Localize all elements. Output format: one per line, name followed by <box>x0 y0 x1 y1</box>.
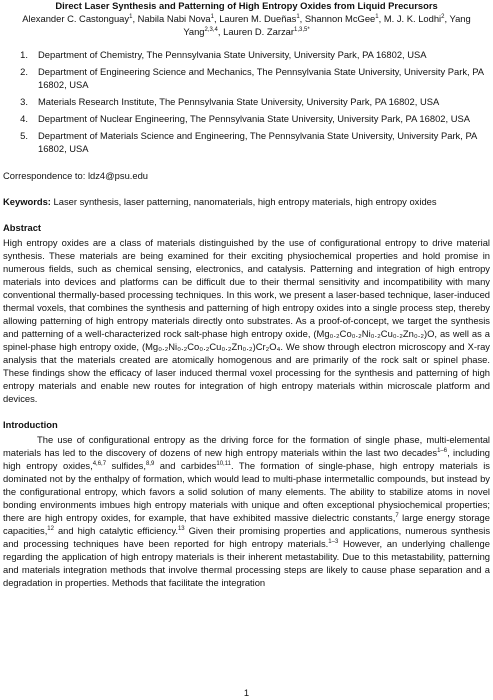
affiliation-number: 5. <box>20 130 28 141</box>
citation: 1–6 <box>437 447 448 454</box>
author-affiliation: 1 <box>375 13 379 20</box>
author-affiliation: 1 <box>210 13 214 20</box>
abstract-heading: Abstract <box>3 222 42 233</box>
author-affiliation: 1 <box>129 13 133 20</box>
citation: 4,6,7 <box>92 460 107 467</box>
page-number: 1 <box>243 687 250 698</box>
introduction-heading: Introduction <box>3 419 58 430</box>
intro-text: However, an underlying challenge regarding the application of high entropy materials is their inherent metastability. Due to this metastability, patterning and materials integration methods that involve thermal processing steps are likely to cause phase separation and a degradation in properties. Methods that facilitate the integration <box>3 538 490 588</box>
author-affiliation: 1 <box>296 13 300 20</box>
author-affiliation: 2,3,4 <box>204 26 218 33</box>
citation: 10,11 <box>216 460 231 467</box>
author-affiliation: 2 <box>441 13 445 20</box>
affiliation-number: 4. <box>20 113 28 124</box>
affiliation-text: Department of Chemistry, The Pennsylvania State University, University Park, PA 16802, USA <box>38 49 427 60</box>
intro-text: . The formation of single-phase, high entropy materials is dominated not by the enthalpy of formation, which would lead to multi-phase intermetallic compounds, but instead by the configurational entropy, which favors a solid solution of many elements. The ability to stabilize atoms in novel bonding environments imbues high entropy materials with unique and often exceptional physiochemical properties; there are high entropy oxides, for example, that have exhibited massive dielectric constants, <box>3 460 490 523</box>
keywords-label: Keywords: <box>3 196 51 207</box>
intro-text: The use of configurational entropy as the driving force for the formation of single phase, multi-elemental materials has led to the discovery of dozens of new high entropy materials within the last two decades <box>3 434 490 458</box>
citation: 1–3 <box>328 538 339 545</box>
intro-text: sulfides, <box>106 460 146 471</box>
intro-text: Given their promising properties and applications, numerous synthesis and processing techniques have been reported for high entropy materials. <box>3 525 491 549</box>
author: Yang Yang <box>183 13 471 37</box>
paper-title: Direct Laser Synthesis and Patterning of High Entropy Oxides from Liquid Precursors <box>55 0 438 11</box>
affiliation-item <box>3 112 490 125</box>
author: Lauren D. Zarzar <box>223 26 294 37</box>
affiliation-text: Materials Research Institute, The Pennsylvania State University, University Park, PA 16802, USA <box>38 96 440 107</box>
author: M. J. K. Lodhi <box>383 13 442 24</box>
affiliation-text: Department of Engineering Science and Mechanics, The Pennsylvania State University, University Park, PA 16802, USA <box>38 66 484 90</box>
abstract-part: High entropy oxides are a class of materials distinguished by the use of configurational entropy to drive material synthesis. These materials are being examined for their exciting physiochemical properties and hold promise in numerous fields, such as chemical sensing, electronics, and catalysis. Patterning and integration of high entropy materials into devices and platforms can be difficult due to their thermal sensitivity and incompatibility with many conventional thermally-based processing techniques. In this work, we present a laser-based technique, laser-induced thermal voxels, that combines the synthesis and patterning of high entropy oxides into a single process step, thereby allowing patterning of high entropy materials directly onto substrates. As a proof-of-concept, we target the synthesis and patterning of a well-characterized rock salt-phase high entropy oxide, <box>3 237 490 339</box>
abstract-part: . We show through electron microscopy and X-ray analysis that the materials created are atomically homogenous and are primarily of the rock salt or spinel phase. These findings show the efficacy of laser induced thermal voxel processing for the synthesis and patterning of high entropy materials and enable new routes for integration of high entropy materials within microscale platform and devices. <box>3 341 490 404</box>
citation: 12 <box>47 525 54 532</box>
abstract-part: , as well as a spinel-phase high entropy oxide, <box>3 328 490 352</box>
keywords <box>3 195 490 208</box>
citation: 13 <box>177 525 185 532</box>
intro-text: large energy storage capacities, <box>3 512 490 536</box>
abstract-text <box>3 236 490 405</box>
affiliation-list <box>3 48 490 155</box>
intro-text: and high catalytic efficiency. <box>53 525 178 536</box>
affiliation-item <box>3 95 490 108</box>
affiliation-number: 3. <box>20 96 28 107</box>
intro-text: , including high entropy oxides, <box>3 447 490 471</box>
formula-spinel: (Mg₀.₂Ni₀.₂Co₀.₂Cu₀.₂Zn₀.₂)Cr₂O₄ <box>141 341 281 352</box>
introduction-text <box>3 433 490 589</box>
affiliation-item <box>3 129 490 155</box>
author: Lauren M. Dueñas <box>219 13 297 24</box>
affiliation-number: 1. <box>20 49 28 60</box>
affiliation-text: Department of Materials Science and Engineering, The Pennsylvania State University, University Park, PA 16802, USA <box>38 130 477 154</box>
keywords-text: Laser synthesis, laser patterning, nanomaterials, high entropy materials, high entropy oxides <box>50 196 437 207</box>
correspondence: Correspondence to: ldz4@psu.edu <box>3 170 149 181</box>
affiliation-text: Department of Nuclear Engineering, The Pennsylvania State University, University Park, PA 16802, USA <box>38 113 470 124</box>
citation: 8,9 <box>145 460 155 467</box>
author-affiliation: 1,3,5* <box>293 26 310 33</box>
author-list: Alexander C. Castonguay$^1$, Nabila Nabi Nova$^1$, Lauren M. Dueñas$^1$, Shannon McGee$^1$, M. J. K. Lodhi$^2$, Yang Yang$^{2,3,4}$, Lauren D. Zarzar$^{1,3,5*}$ <box>22 13 471 37</box>
author: Shannon McGee <box>304 13 376 24</box>
author: Alexander C. Castonguay <box>22 13 130 24</box>
affiliation-item <box>3 48 490 61</box>
author: Nabila Nabi Nova <box>137 13 211 24</box>
intro-text: and carbides <box>154 460 217 471</box>
affiliation-item <box>3 65 490 91</box>
citation: 7 <box>395 512 399 519</box>
affiliation-number: 2. <box>20 66 28 77</box>
formula-rock-salt: (Mg₀.₂Co₀.₂Ni₀.₂Cu₀.₂Zn₀.₂)O <box>313 328 435 339</box>
